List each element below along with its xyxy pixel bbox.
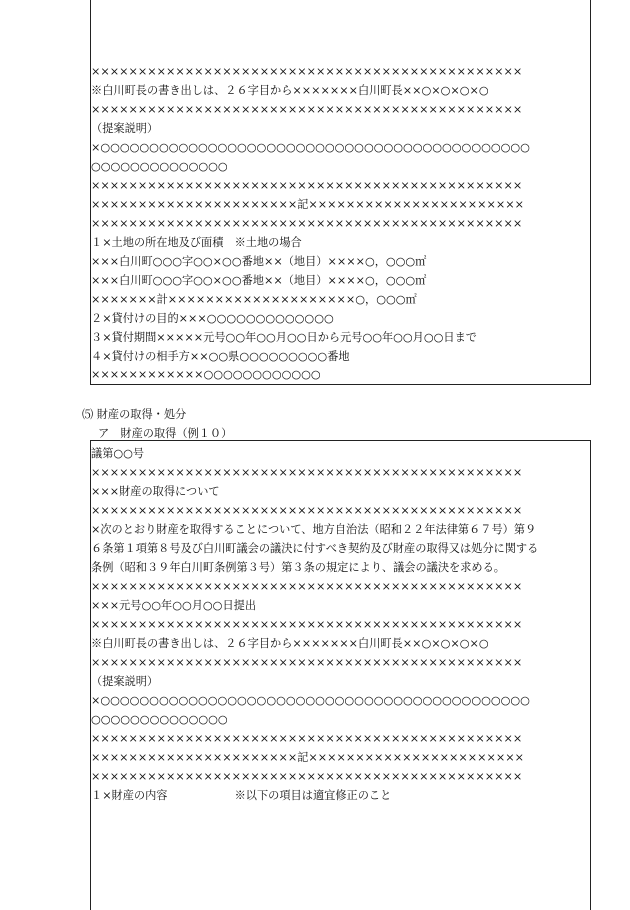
- text-line: ※白川町長の書き出しは、２６字目から×××××××白川町長××○×○×○×○: [91, 84, 489, 97]
- text-line: ××××××××××××××××××××××××××××××××××××××××××××××: [91, 618, 523, 631]
- text-line: ××××××××××××××××××××××××××××××××××××××××××××××: [91, 732, 523, 745]
- text-line: ××××××××××××××××××××××××××××××××××××××××××××××: [91, 217, 523, 230]
- text-line: ××××××××××××××××××××××××××××××××××××××××××××××: [91, 656, 523, 669]
- proposal-box-property-acquisition: [90, 440, 591, 910]
- text-line: ○○○○○○○○○○○○○○: [91, 160, 228, 173]
- text-line: 条例（昭和３９年白川町条例第３号）第３条の規定により、議会の議決を求める。: [91, 561, 505, 574]
- text-line: ××××××××××××××××××××××××××××××××××××××××××××××: [91, 770, 523, 783]
- text-line: ×○○○○○○○○○○○○○○○○○○○○○○○○○○○○○○○○○○○○○○○○○○○○: [91, 694, 530, 707]
- text-line: ３×貸付期間×××××元号○○年○○月○○日から元号○○年○○月○○日まで: [91, 331, 477, 344]
- text-line: ×××白川町○○○字○○×○○番地××（地目）××××○，○○○㎡: [91, 274, 427, 287]
- text-line: １×財産の内容 ※以下の項目は適宜修正のこと: [91, 789, 392, 802]
- section-heading: ⑸ 財産の取得・処分: [82, 408, 187, 421]
- text-line: （提案説明）: [91, 675, 159, 688]
- text-line: ２×貸付けの目的×××○○○○○○○○○○○○○: [91, 312, 334, 325]
- text-line: ××××××××××××××××××××××××××××××××××××××××××××××: [91, 580, 523, 593]
- text-line: ×××白川町○○○字○○×○○番地××（地目）××××○，○○○㎡: [91, 255, 427, 268]
- text-line: （提案説明）: [91, 122, 159, 135]
- text-line: ××××××××××××××××××××××××××××××××××××××××××××××: [91, 466, 523, 479]
- text-line: ××××××××××××○○○○○○○○○○○○: [91, 368, 321, 381]
- text-line: ××××××××××××××××××××××記×××××××××××××××××××××××: [91, 751, 525, 764]
- text-line: ６条第１項第８号及び白川町議会の議決に付すべき契約及び財産の取得又は処分に関する: [91, 542, 539, 555]
- text-line: ○○○○○○○○○○○○○○: [91, 713, 228, 726]
- text-line: １×土地の所在地及び面積 ※土地の場合: [91, 236, 302, 249]
- text-line: ××××××××××××××××××××××××××××××××××××××××××××××: [91, 504, 523, 517]
- text-line: ※白川町長の書き出しは、２６字目から×××××××白川町長××○×○×○×○: [91, 637, 489, 650]
- text-line: ×××元号○○年○○月○○日提出: [91, 599, 257, 612]
- text-line: ×××財産の取得について: [91, 485, 220, 498]
- text-line: ××××××××××××××××××××××××××××××××××××××××××××××: [91, 179, 523, 192]
- text-line: ×○○○○○○○○○○○○○○○○○○○○○○○○○○○○○○○○○○○○○○○○○○○○: [91, 141, 530, 154]
- text-line: ××××××××××××××××××××××××××××××××××××××××××××××: [91, 103, 523, 116]
- text-line: ××××××××××××××××××××××記×××××××××××××××××××××××: [91, 198, 525, 211]
- text-line: ××××××××××××××××××××××××××××××××××××××××××××××: [91, 65, 523, 78]
- proposal-box-land-lease: [90, 0, 591, 385]
- text-line: ４×貸付けの相手方××○○県○○○○○○○○○番地: [91, 350, 350, 363]
- text-line: ×次のとおり財産を取得することについて、地方自治法（昭和２２年法律第６７号）第９: [91, 523, 537, 536]
- section-subheading: ア 財産の取得（例１０）: [98, 427, 233, 440]
- text-line: ×××××××計××××××××××××××××××××○，○○○㎡: [91, 293, 417, 306]
- text-line: 議第○○号: [91, 447, 145, 460]
